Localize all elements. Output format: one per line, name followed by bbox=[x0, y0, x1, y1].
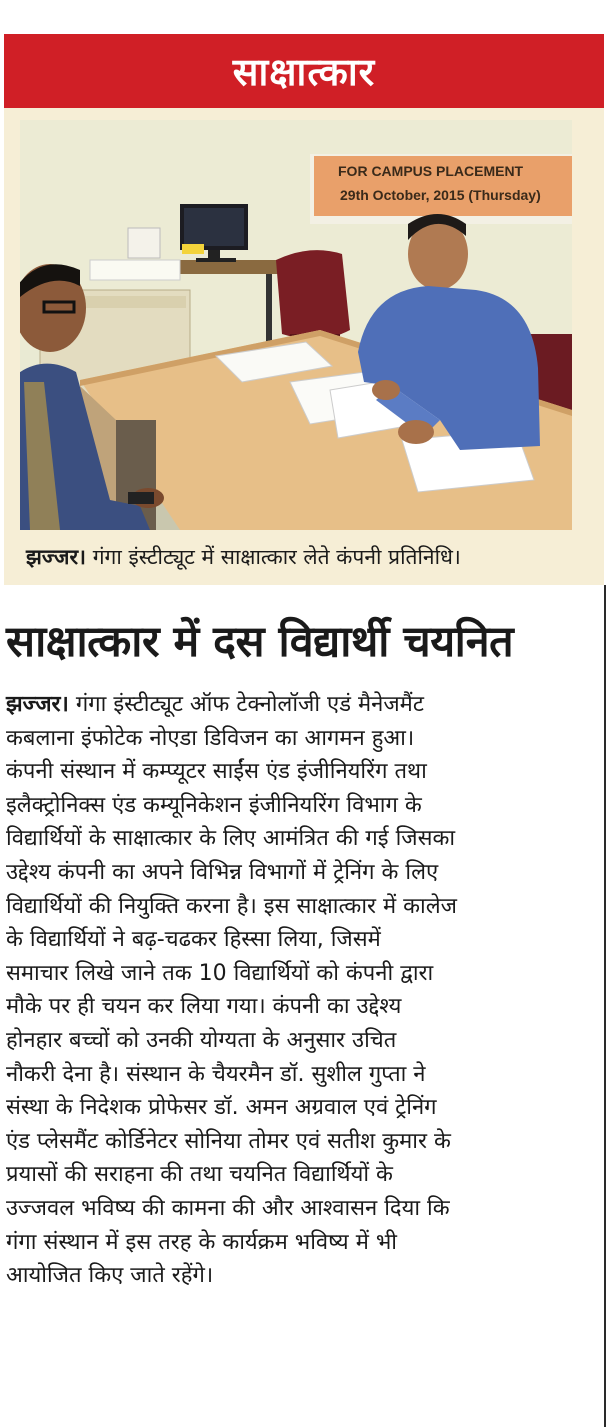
article-line: होनहार बच्चों को उनकी योग्यता के अनुसार उचित bbox=[6, 1027, 397, 1053]
section-title: साक्षात्कार bbox=[232, 50, 376, 94]
article-line: इलैक्ट्रोनिक्स एंड कम्यूनिकेशन इंजीनियरिंग विभाग के bbox=[6, 792, 422, 818]
article-dateline: झज्जर। bbox=[6, 692, 69, 717]
article-line: कंपनी संस्थान में कम्प्यूटर साईंस एंड इंजीनियरिंग तथा bbox=[6, 759, 427, 785]
article-line: मौके पर ही चयन कर लिया गया। कंपनी का उद्देश्य bbox=[6, 994, 402, 1020]
article-body bbox=[6, 688, 596, 1293]
article-line: आयोजित किए जाते रहेंगे। bbox=[6, 1263, 214, 1289]
article-line: गंगा संस्थान में इस तरह के कार्यक्रम भविष्य में भी bbox=[6, 1229, 398, 1255]
article-line-text: गंगा इंस्टीट्यूट ऑफ टेक्नोलॉजी एडं मैनेजमैंट bbox=[68, 692, 424, 717]
wall-banner-line1: FOR CAMPUS PLACEMENT bbox=[338, 163, 524, 179]
article-line: एंड प्लेसमैंट कोर्डिनेटर सोनिया तोमर एवं सतीश कुमार के bbox=[6, 1128, 451, 1154]
interview-photo bbox=[20, 120, 572, 530]
article-line: विद्यार्थियों के साक्षात्कार के लिए आमंत्रित की गई जिसका bbox=[6, 826, 456, 852]
chair bbox=[276, 250, 350, 344]
article-line: विद्यार्थियों की नियुक्ति करना है। इस साक्षात्कार में कालेज bbox=[6, 893, 458, 919]
article-line: उद्देश्य कंपनी का अपने विभिन्न विभागों में ट्रेनिंग के लिए bbox=[6, 859, 439, 885]
article-line: के विद्यार्थियों ने बढ़-चढकर हिस्सा लिया, जिसमें bbox=[6, 927, 381, 953]
article-line: नौकरी देना है। संस्थान के चैयरमैन डॉ. सुशील गुप्ता ने bbox=[6, 1061, 426, 1087]
caption-text: गंगा इंस्टीट्यूट में साक्षात्कार लेते कंपनी प्रतिनिधि। bbox=[86, 545, 461, 569]
column-rule bbox=[604, 585, 606, 1427]
article-line: कबलाना इंफोटेक नोएडा डिविजन का आगमन हुआ। bbox=[6, 725, 415, 751]
article-line: प्रयासों की सराहना की तथा चयनित विद्यार्थियों के bbox=[6, 1162, 393, 1188]
article-line: संस्था के निदेशक प्रोफेसर डॉ. अमन अग्रवाल एवं ट्रेनिंग bbox=[6, 1095, 437, 1121]
wall-banner bbox=[310, 154, 572, 224]
wall-banner-line2: 29th October, 2015 (Thursday) bbox=[340, 187, 541, 203]
caption-place: झज्जर। bbox=[26, 545, 87, 569]
photo-feature bbox=[4, 34, 604, 585]
article-headline: साक्षात्कार में दस विद्यार्थी चयनित bbox=[6, 617, 514, 667]
article-line bbox=[6, 688, 596, 722]
section-banner bbox=[4, 34, 604, 108]
article-line: समाचार लिखे जाने तक 10 विद्यार्थियों को कंपनी द्वारा bbox=[6, 960, 434, 986]
photo-caption bbox=[26, 542, 596, 572]
article-line: उज्जवल भविष्य की कामना की और आश्वासन दिया कि bbox=[6, 1195, 450, 1221]
